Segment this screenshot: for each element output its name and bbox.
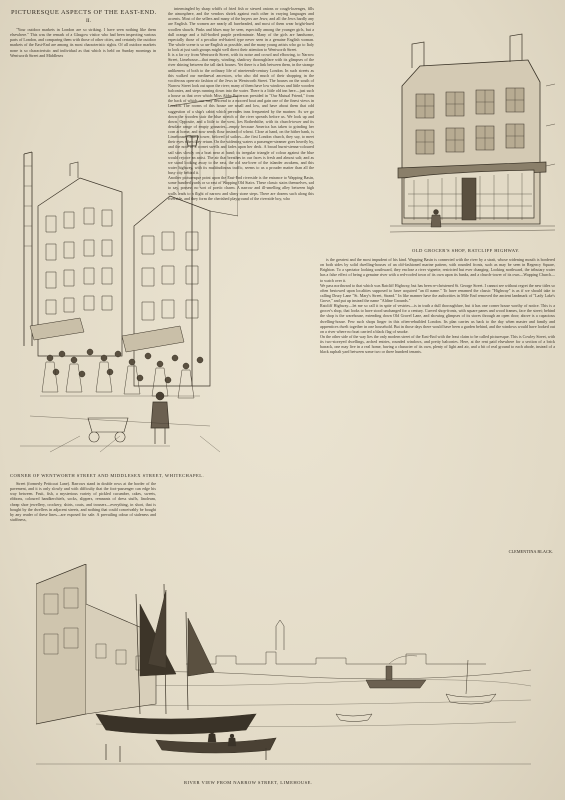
street-illustration-caption: CORNER OF WENTWORTH STREET AND MIDDLESEX STREET, WHITECHAPEL. xyxy=(10,473,205,478)
right-paragraph: is the greatest and the most impudent of his kind. Wapping Basin is connected with the river by a strait, whose widening mouth is bordered on both sides by solid dwelling-houses of an old-fashioned marine pattern, with rounded fronts, such as may be seen in Regency Square, Brighton. To a spectator looking southward, they enclose a river vignette, restricted but ever changing. Looking northward, the tributary water has a false effect of being a genuine river with a red-roofed town of its own upon its banks, and a church-tower of its own—Wapping Church—to watch over it. We pass northward to that which was Ratcliff Highway, but has been re-christened St. George Street. I cannot see without regret the new titles so often bestowed upon localities supposed to have acquired "an ill name." To have renamed the classic "Highway" is as if we should take to calling Drury Lane "St. Mary's Street, Strand." In like manner have the authorities in Mile End removed the ancient landmark of "Lady Lake's Grove," and put up instead the name "Aldine Grounds." Ratcliff Highway—let me so call it in spite of vestries—is in truth a dull thoroughfare, but it has one corner house worthy of notice. This is a grocer's shop, that looks to have stood unchanged for a century. Curved shop-fronts, with square panes and wood frames, face the street; behind the shop is the warehouse, extending down Old Gravel Lane, and showing glimpses of its stores through an open door; above is a capacious dwelling-house. Few such shops linger in this often-rebuilded London. Its plan carries us back to the day when master and family and apprentices dwelt together in one household. But in those days there would have been a garden behind, and the windows would have looked out on a river where no boat carried a black flag of smoke. On the other side of the way lies the only modern street of the East-End with the least claim to be called picturesque. This is Cowley Street, with its two-storeyed dwellings, arched entries, rounded windows, and pretty balconies. Here, at the rent paid elsewhere for a section of a brick barrack, one may live in a real home, having a character of its own, plenty of light and air, and a bit of real ground to each abode, instead of a black asphalt yard between some two or three hundred tenants. xyxy=(320,257,555,355)
article-title: PICTURESQUE ASPECTS OF THE EAST-END. xyxy=(11,9,157,16)
part-numeral: II. xyxy=(86,18,91,24)
shop-illustration-caption: OLD GROCER'S SHOP, RATCLIFF HIGHWAY. xyxy=(412,248,520,253)
left-column-bottom xyxy=(10,481,156,558)
middle-column-text xyxy=(168,6,314,201)
middle-paragraph: intermingled by sharp whiffs of fried fish or stewed onions or cough-lozenges, fills the atmosphere, and the vendors shriek against each other in varying languages and accents. Most of the sellers and many of the buyers are Jews; and all the Jews hardly any are English. The women are nearly all bareheaded, and most of them wear bright-hued woollen shawls. Pinks and blues may be seen, especially among the younger girls, but a dull orange and a full-bodied purple predominate. Many of the girls are handsome, especially those of a peculiar red-haired type never seen in a genuine English woman. The whole scene is so un-English as possible, and the many young artists who go to Italy to look at just such groups might well direct their attention to Wentworth Street. It is a far cry from Wentworth Street, with its noise and crowd and elbowing, to Narrow Street, Limehouse—that empty, winding, shadowy thoroughfare with its glimpses of the river shining between the tall dark houses. Yet there is a link between them, in the strange unlikeness of both to the ordinary life of nineteenth-century London. In such streets as this walked our mediaeval ancestors, who also did much of their shopping in the vociferous open-air fashion of the Jews in Wentworth Street. The houses on the south of Narrow Street look out upon the river; many of them have low windows and little wooden balconies, and steps running down into the water. There is a little old inn here—just such a house as that over which Miss Abby Potterson presided in "Our Mutual Friend," from the back of which one may descend to a moored boat and gain one of the finest views in London. The rooms of this house are small and low, and have about them that odd suggestion of a ship's cabin which pervades inns frequented by the mariner. As we go down the wooden stair the blue stretch of the river spreads before us. We look up and down. Opposite, and a little to the west, lies Rotherhithe, with its church-tower and its desolate range of empty granaries—empty because America has taken to grinding her corn at home, and now sends flour instead of wheat. Close at hand, on the hither bank, is Limehouse Church tower, beloved of sailors—the first London church, they say, to meet their eyes when they return. On the widening waters a passenger-steamer goes heavily by, and the note of a cornet swells and fades upon her deck. A broad burnt-sienna-coloured sail stirs slowly on a boat near at hand; its irregular triangle of colour against the blue would rejoice an artist. The air that breathes in our faces is fresh and almost salt; and as we stand looking away to the east, the old sea-lover of the islander awakens, and this water highway, with its multitudinous traffic, seems to us a prouder matter than all the busy city behind it. Another picturesque point upon the East-End riverside is the entrance to Wapping Basin, some hundred yards or so east of Wapping Old Stairs. These classic stairs themselves, sad to say, possess no sort of poetic charm. A narrow and ill-smelling alley between high walls leads to a flight of narrow and slimy stone steps. There are dozens such along this riverside, and they form the cherished playground of the riverside boy, who xyxy=(168,6,314,201)
left-top-paragraph: "Your outdoor markets in London are so striking. I have seen nothing like them elsewhere." This was the remark of a Glasgow visitor who had been inspecting various parts of London, and comparing them with those of other cities, and certainly the outdoor markets of the East-End are among its most characteristic sights. Of all outdoor markets none is so characteristic and individual as that which is held on Sunday mornings in Wentworth Street and Middlesex xyxy=(10,27,156,58)
river-illustration-caption: RIVER VIEW FROM NARROW STREET, LIMEHOUSE. xyxy=(184,780,313,785)
author-signature: CLEMENTINA BLACK. xyxy=(508,549,553,554)
grocer-shop-illustration xyxy=(390,26,555,236)
right-column xyxy=(320,257,555,557)
left-bottom-paragraph: Street (formerly Petticoat Lane). Barrows stand in double rows at the border of the pavement, and it is only slowly and with difficulty that the foot-passenger can edge his way between. Fruit, fish, a mysterious variety of pickled cucumber, cakes, sweets, ribbons, coloured handkerchiefs, socks, slippers, remnants of dress stuffs, linoleum, cheap shoe jewellery, crockery, shirts, coats, and trousers—everything, in short, that is bought by the dwellers in adjacent streets, and nothing that could conceivably be bought by any reader of these lines—are exposed for sale. A prevailing odour of staleness and stuffiness, xyxy=(10,481,156,522)
river-view-illustration xyxy=(36,564,531,774)
